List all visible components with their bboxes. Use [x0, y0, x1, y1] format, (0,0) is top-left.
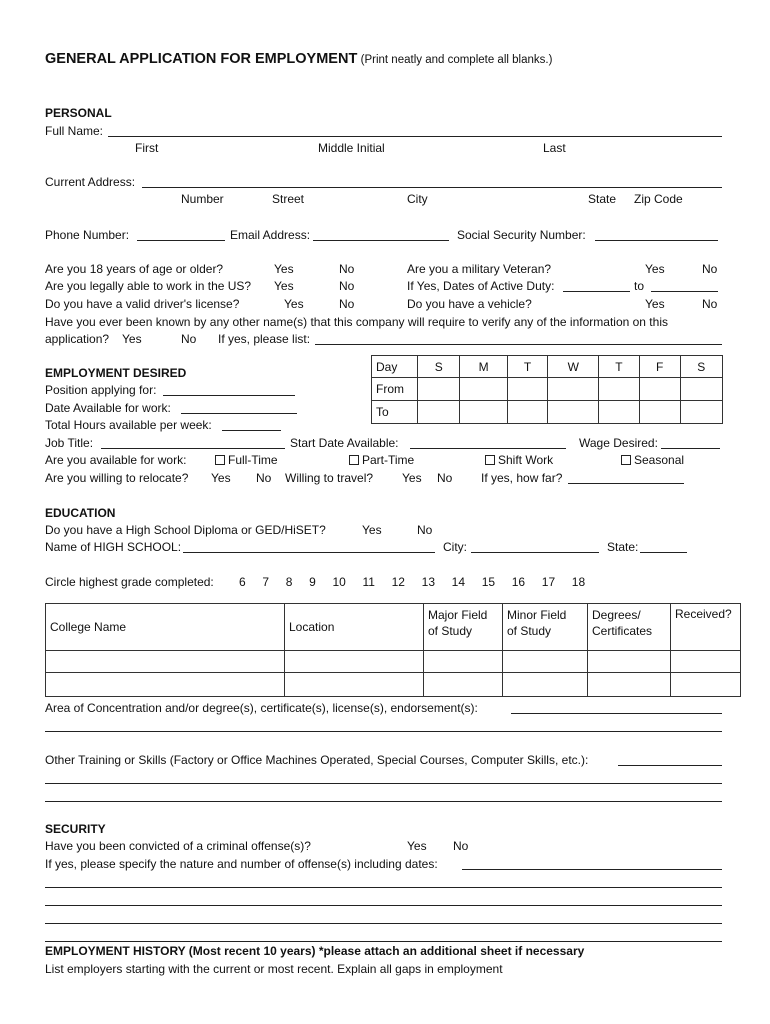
hs-name-label: Name of HIGH SCHOOL: [45, 540, 182, 554]
checkbox-icon[interactable] [485, 455, 495, 465]
grade-6[interactable]: 6 [239, 575, 246, 589]
offense-input-3[interactable] [45, 905, 722, 906]
education-heading: EDUCATION [45, 506, 116, 520]
to-cell[interactable] [460, 401, 507, 424]
to-cell[interactable] [680, 401, 722, 424]
part-time-label: Part-Time [362, 453, 415, 467]
from-cell[interactable] [639, 378, 680, 401]
from-cell[interactable] [680, 378, 722, 401]
from-cell[interactable] [418, 378, 460, 401]
phone-input[interactable] [137, 240, 225, 241]
start-date-input[interactable] [410, 448, 566, 449]
from-cell[interactable] [460, 378, 507, 401]
job-title-label: Job Title: [45, 436, 94, 450]
full-time-label: Full-Time [228, 453, 278, 467]
major-header-l1: Major Field [428, 608, 488, 622]
relocate-yes[interactable]: Yes [211, 471, 231, 485]
training-label: Other Training or Skills (Factory or Office Machines Operated, Special Courses, Computer Skills, etc.): [45, 753, 589, 767]
state-label: State [588, 192, 617, 206]
offense-input-2[interactable] [45, 887, 722, 888]
date-available-label: Date Available for work: [45, 401, 171, 415]
grade-7[interactable]: 7 [262, 575, 270, 589]
day-sun: S [418, 356, 460, 378]
hs-state-label: State: [607, 540, 639, 554]
hs-city-input[interactable] [471, 552, 599, 553]
availability-table [371, 355, 723, 424]
grade-16[interactable]: 16 [511, 575, 526, 589]
degree-header-l1: Degrees/ [592, 608, 641, 622]
age-question: Are you 18 years of age or older? [45, 262, 224, 276]
checkbox-icon[interactable] [215, 455, 225, 465]
other-names-question: Have you ever been known by any other name(s) that this company will require to verify any of the information on this [45, 315, 668, 329]
last-label: Last [543, 141, 566, 155]
checkbox-icon[interactable] [621, 455, 631, 465]
college-cell[interactable] [671, 673, 741, 697]
college-cell[interactable] [46, 673, 285, 697]
position-label: Position applying for: [45, 383, 157, 397]
start-date-label: Start Date Available: [290, 436, 399, 450]
training-input-2[interactable] [45, 783, 722, 784]
hours-label: Total Hours available per week: [45, 418, 212, 432]
major-header-l2: of Study [428, 624, 473, 638]
part-time-option[interactable] [349, 453, 414, 467]
concentration-input-2[interactable] [45, 731, 722, 732]
position-input[interactable] [163, 395, 295, 396]
wage-input[interactable] [661, 448, 720, 449]
relocate-question: Are you willing to relocate? [45, 471, 189, 485]
grade-18[interactable]: 18 [571, 575, 586, 589]
other-names-yes[interactable]: Yes [122, 332, 142, 346]
email-label: Email Address: [230, 228, 311, 242]
vehicle-question: Do you have a vehicle? [407, 297, 532, 311]
grade-8[interactable]: 8 [285, 575, 293, 589]
to-cell[interactable] [639, 401, 680, 424]
convicted-no[interactable]: No [453, 839, 469, 853]
legal-yes[interactable]: Yes [274, 279, 294, 293]
travel-yes[interactable]: Yes [402, 471, 422, 485]
college-cell[interactable] [503, 673, 588, 697]
duty-to-label: to [634, 279, 645, 293]
grade-11[interactable]: 11 [362, 575, 375, 589]
grade-options [239, 575, 585, 589]
history-instructions: List employers starting with the current or most recent. Explain all gaps in employment [45, 962, 503, 976]
college-name-header: College Name [46, 604, 285, 651]
major-header [424, 604, 503, 651]
relocate-no[interactable]: No [256, 471, 272, 485]
hs-name-input[interactable] [183, 552, 435, 553]
concentration-input[interactable] [511, 713, 722, 714]
shift-work-option[interactable] [485, 453, 553, 467]
day-header: Day [372, 356, 418, 378]
offense-input-5[interactable] [45, 941, 722, 942]
full-time-option[interactable] [215, 453, 278, 467]
employment-heading: EMPLOYMENT DESIRED [45, 366, 187, 380]
security-heading: SECURITY [45, 822, 106, 836]
shift-work-label: Shift Work [498, 453, 554, 467]
other-names-list-label: If yes, please list: [218, 332, 311, 346]
title-text: GENERAL APPLICATION FOR EMPLOYMENT [45, 51, 358, 67]
college-cell[interactable] [46, 651, 285, 673]
college-cell[interactable] [285, 673, 424, 697]
training-input[interactable] [618, 765, 722, 766]
convicted-question: Have you been convicted of a criminal offense(s)? [45, 839, 311, 853]
veteran-no[interactable]: No [702, 262, 718, 276]
location-header: Location [285, 604, 424, 651]
form-title [45, 52, 552, 67]
college-table [45, 603, 741, 697]
to-label: To [372, 401, 418, 424]
age-no[interactable]: No [339, 262, 355, 276]
college-cell[interactable] [424, 673, 503, 697]
title-note: (Print neatly and complete all blanks.) [360, 54, 553, 66]
age-yes[interactable]: Yes [274, 262, 294, 276]
address-input[interactable] [142, 187, 722, 188]
to-cell[interactable] [418, 401, 460, 424]
hs-city-label: City: [443, 540, 467, 554]
history-heading: EMPLOYMENT HISTORY (Most recent 10 years) *please attach an additional sheet if necessary [45, 944, 585, 958]
phone-label: Phone Number: [45, 228, 130, 242]
college-cell[interactable] [503, 651, 588, 673]
checkbox-icon[interactable] [349, 455, 359, 465]
diploma-no[interactable]: No [417, 523, 433, 537]
other-names-no[interactable]: No [181, 332, 197, 346]
from-cell[interactable] [548, 378, 599, 401]
license-yes[interactable]: Yes [284, 297, 304, 311]
to-cell[interactable] [599, 401, 640, 424]
minor-header-l1: Minor Field [507, 608, 567, 622]
duty-from-input[interactable] [563, 291, 630, 292]
diploma-question: Do you have a High School Diploma or GED/HiSET? [45, 523, 326, 537]
day-mon: M [460, 356, 507, 378]
full-name-input[interactable] [108, 136, 722, 137]
email-input[interactable] [313, 240, 449, 241]
day-thu: T [599, 356, 640, 378]
minor-header-l2: of Study [507, 624, 552, 638]
city-label: City [407, 192, 428, 206]
available-for-label: Are you available for work: [45, 453, 187, 467]
grade-9[interactable]: 9 [309, 575, 316, 589]
number-label: Number [181, 192, 224, 206]
duty-question: If Yes, Dates of Active Duty: [407, 279, 555, 293]
minor-header [503, 604, 588, 651]
day-tue: T [507, 356, 548, 378]
vehicle-yes[interactable]: Yes [645, 297, 665, 311]
license-no[interactable]: No [339, 297, 355, 311]
grade-10[interactable]: 10 [332, 575, 346, 589]
offense-specify-label: If yes, please specify the nature and number of offense(s) including dates: [45, 857, 438, 871]
from-cell[interactable] [599, 378, 640, 401]
college-cell[interactable] [588, 651, 671, 673]
college-cell[interactable] [424, 651, 503, 673]
college-cell[interactable] [671, 651, 741, 673]
middle-label: Middle Initial [318, 141, 385, 155]
grade-13[interactable]: 13 [421, 575, 435, 589]
training-input-3[interactable] [45, 801, 722, 802]
grade-17[interactable]: 17 [541, 575, 556, 589]
address-label: Current Address: [45, 175, 136, 189]
license-question: Do you have a valid driver's license? [45, 297, 240, 311]
job-title-input[interactable] [101, 448, 285, 449]
hours-input[interactable] [222, 430, 281, 431]
offense-input[interactable] [462, 869, 722, 870]
street-label: Street [272, 192, 305, 206]
travel-no[interactable]: No [437, 471, 453, 485]
how-far-label: If yes, how far? [481, 471, 563, 485]
wage-label: Wage Desired: [579, 436, 658, 450]
grade-label: Circle highest grade completed: [45, 575, 214, 589]
ssn-label: Social Security Number: [457, 228, 586, 242]
to-cell[interactable] [548, 401, 599, 424]
degree-header [588, 604, 671, 651]
college-cell[interactable] [285, 651, 424, 673]
day-fri: F [639, 356, 680, 378]
how-far-input[interactable] [568, 483, 684, 484]
concentration-label: Area of Concentration and/or degree(s), certificate(s), license(s), endorsement(s): [45, 701, 478, 715]
seasonal-option[interactable] [621, 453, 684, 467]
college-cell[interactable] [588, 673, 671, 697]
convicted-yes[interactable]: Yes [407, 839, 427, 853]
degree-header-l2: Certificates [592, 624, 653, 638]
seasonal-label: Seasonal [634, 453, 685, 467]
from-label: From [372, 378, 418, 401]
full-name-label: Full Name: [45, 124, 104, 138]
zip-label: Zip Code [634, 192, 683, 206]
personal-heading: PERSONAL [45, 106, 112, 120]
other-names-input[interactable] [315, 344, 722, 345]
hs-state-input[interactable] [640, 552, 687, 553]
offense-input-4[interactable] [45, 923, 722, 924]
legal-question: Are you legally able to work in the US? [45, 279, 252, 293]
day-wed: W [548, 356, 599, 378]
veteran-yes[interactable]: Yes [645, 262, 665, 276]
grade-15[interactable]: 15 [481, 575, 496, 589]
travel-question: Willing to travel? [285, 471, 374, 485]
other-names-question-cont: application? [45, 332, 110, 346]
grade-14[interactable]: 14 [451, 575, 466, 589]
received-header: Received? [671, 604, 741, 651]
first-label: First [135, 141, 159, 155]
veteran-question: Are you a military Veteran? [407, 262, 552, 276]
duty-to-input[interactable] [651, 291, 718, 292]
from-cell[interactable] [507, 378, 548, 401]
diploma-yes[interactable]: Yes [362, 523, 382, 537]
grade-12[interactable]: 12 [391, 575, 405, 589]
to-cell[interactable] [507, 401, 548, 424]
day-sat: S [680, 356, 722, 378]
vehicle-no[interactable]: No [702, 297, 718, 311]
ssn-input[interactable] [595, 240, 718, 241]
legal-no[interactable]: No [339, 279, 355, 293]
date-available-input[interactable] [181, 413, 297, 414]
